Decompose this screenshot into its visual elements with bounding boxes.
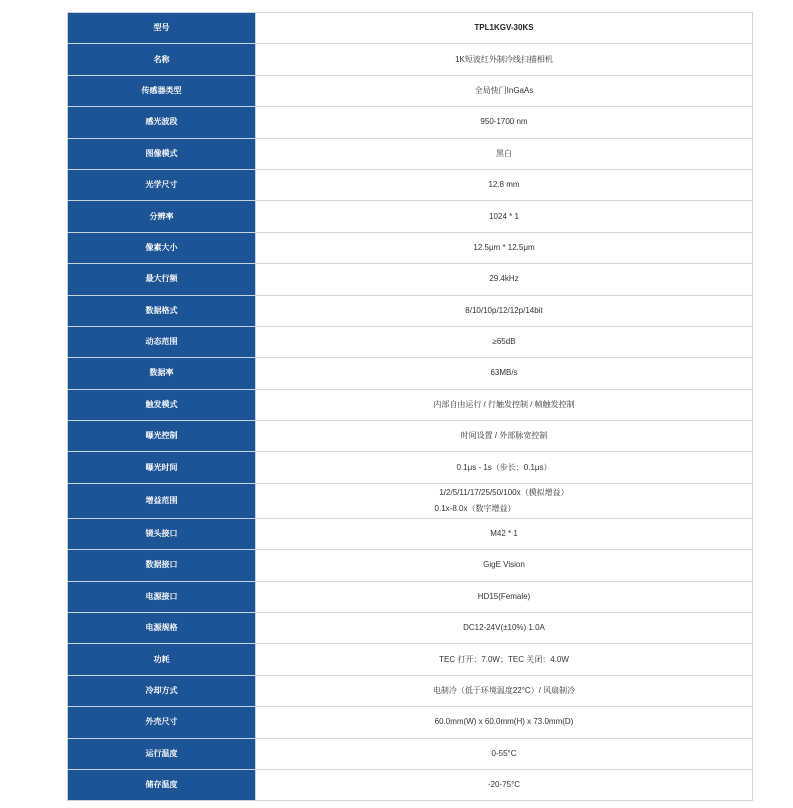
row-value: GigE Vision [256,550,753,581]
table-row [68,769,753,800]
row-value: 时间设置 / 外部脉宽控制 [256,421,753,452]
table-row [68,264,753,295]
model-value: TPL1KGV-30KS [256,13,753,44]
table-row [68,107,753,138]
table-row [68,169,753,200]
row-label: 传感器类型 [68,75,256,106]
row-value [256,483,753,518]
row-value: 电制冷（低于环境温度22°C）/ 风扇制冷 [256,675,753,706]
row-label: 图像模式 [68,138,256,169]
table-row [68,75,753,106]
row-label: 功耗 [68,644,256,675]
row-label: 增益范围 [68,483,256,518]
row-label: 触发模式 [68,389,256,420]
row-value: HD15(Female) [256,581,753,612]
row-value: 60.0mm(W) x 60.0mm(H) x 73.0mm(D) [256,707,753,738]
row-value: DC12-24V(±10%) 1.0A [256,613,753,644]
row-value: TEC 打开：7.0W；TEC 关闭：4.0W [256,644,753,675]
row-value: 0-55°C [256,738,753,769]
row-label: 镜头接口 [68,518,256,549]
row-value: 0.1μs - 1s（步长：0.1μs） [256,452,753,483]
table-row [68,738,753,769]
table-row [68,13,753,44]
table-row [68,358,753,389]
row-label: 储存温度 [68,769,256,800]
row-label: 动态范围 [68,326,256,357]
row-value: 12.8 mm [256,169,753,200]
row-value: 全局快门InGaAs [256,75,753,106]
row-value: 内部自由运行 / 行触发控制 / 帧触发控制 [256,389,753,420]
table-row [68,644,753,675]
row-label: 数据率 [68,358,256,389]
table-row [68,201,753,232]
table-row [68,550,753,581]
table-row [68,452,753,483]
row-value: 29.4kHz [256,264,753,295]
table-row [68,675,753,706]
row-label: 电源规格 [68,613,256,644]
table-row [68,518,753,549]
spec-table [67,12,753,801]
table-row [68,44,753,75]
gain-analog-line: 1/2/5/11/17/25/50/100x（模拟增益） [439,487,569,497]
table-row [68,483,753,518]
table-row [68,389,753,420]
table-row [68,295,753,326]
row-label: 外壳尺寸 [68,707,256,738]
row-value: 1K短波红外制冷线扫描相机 [256,44,753,75]
row-label: 最大行频 [68,264,256,295]
table-row [68,707,753,738]
row-label: 像素大小 [68,232,256,263]
row-value: 8/10/10p/12/12p/14bit [256,295,753,326]
row-label: 数据格式 [68,295,256,326]
row-label: 运行温度 [68,738,256,769]
table-row [68,326,753,357]
table-row [68,138,753,169]
row-value: M42 * 1 [256,518,753,549]
row-value: 950-1700 nm [256,107,753,138]
row-label: 型号 [68,13,256,44]
row-value: 12.5μm * 12.5μm [256,232,753,263]
row-label: 感光波段 [68,107,256,138]
row-label: 数据接口 [68,550,256,581]
row-label: 曝光时间 [68,452,256,483]
table-row [68,421,753,452]
gain-digital-line: 0.1x-8.0x（数字增益） [434,503,516,513]
table-row [68,232,753,263]
row-value: 黑白 [256,138,753,169]
row-label: 分辨率 [68,201,256,232]
row-value: -20-75°C [256,769,753,800]
row-value: 1024 * 1 [256,201,753,232]
row-label: 冷却方式 [68,675,256,706]
row-value: 63MB/s [256,358,753,389]
row-label: 光学尺寸 [68,169,256,200]
row-label: 名称 [68,44,256,75]
table-row [68,613,753,644]
row-label: 电源接口 [68,581,256,612]
row-label: 曝光控制 [68,421,256,452]
row-value: ≥65dB [256,326,753,357]
table-row [68,581,753,612]
